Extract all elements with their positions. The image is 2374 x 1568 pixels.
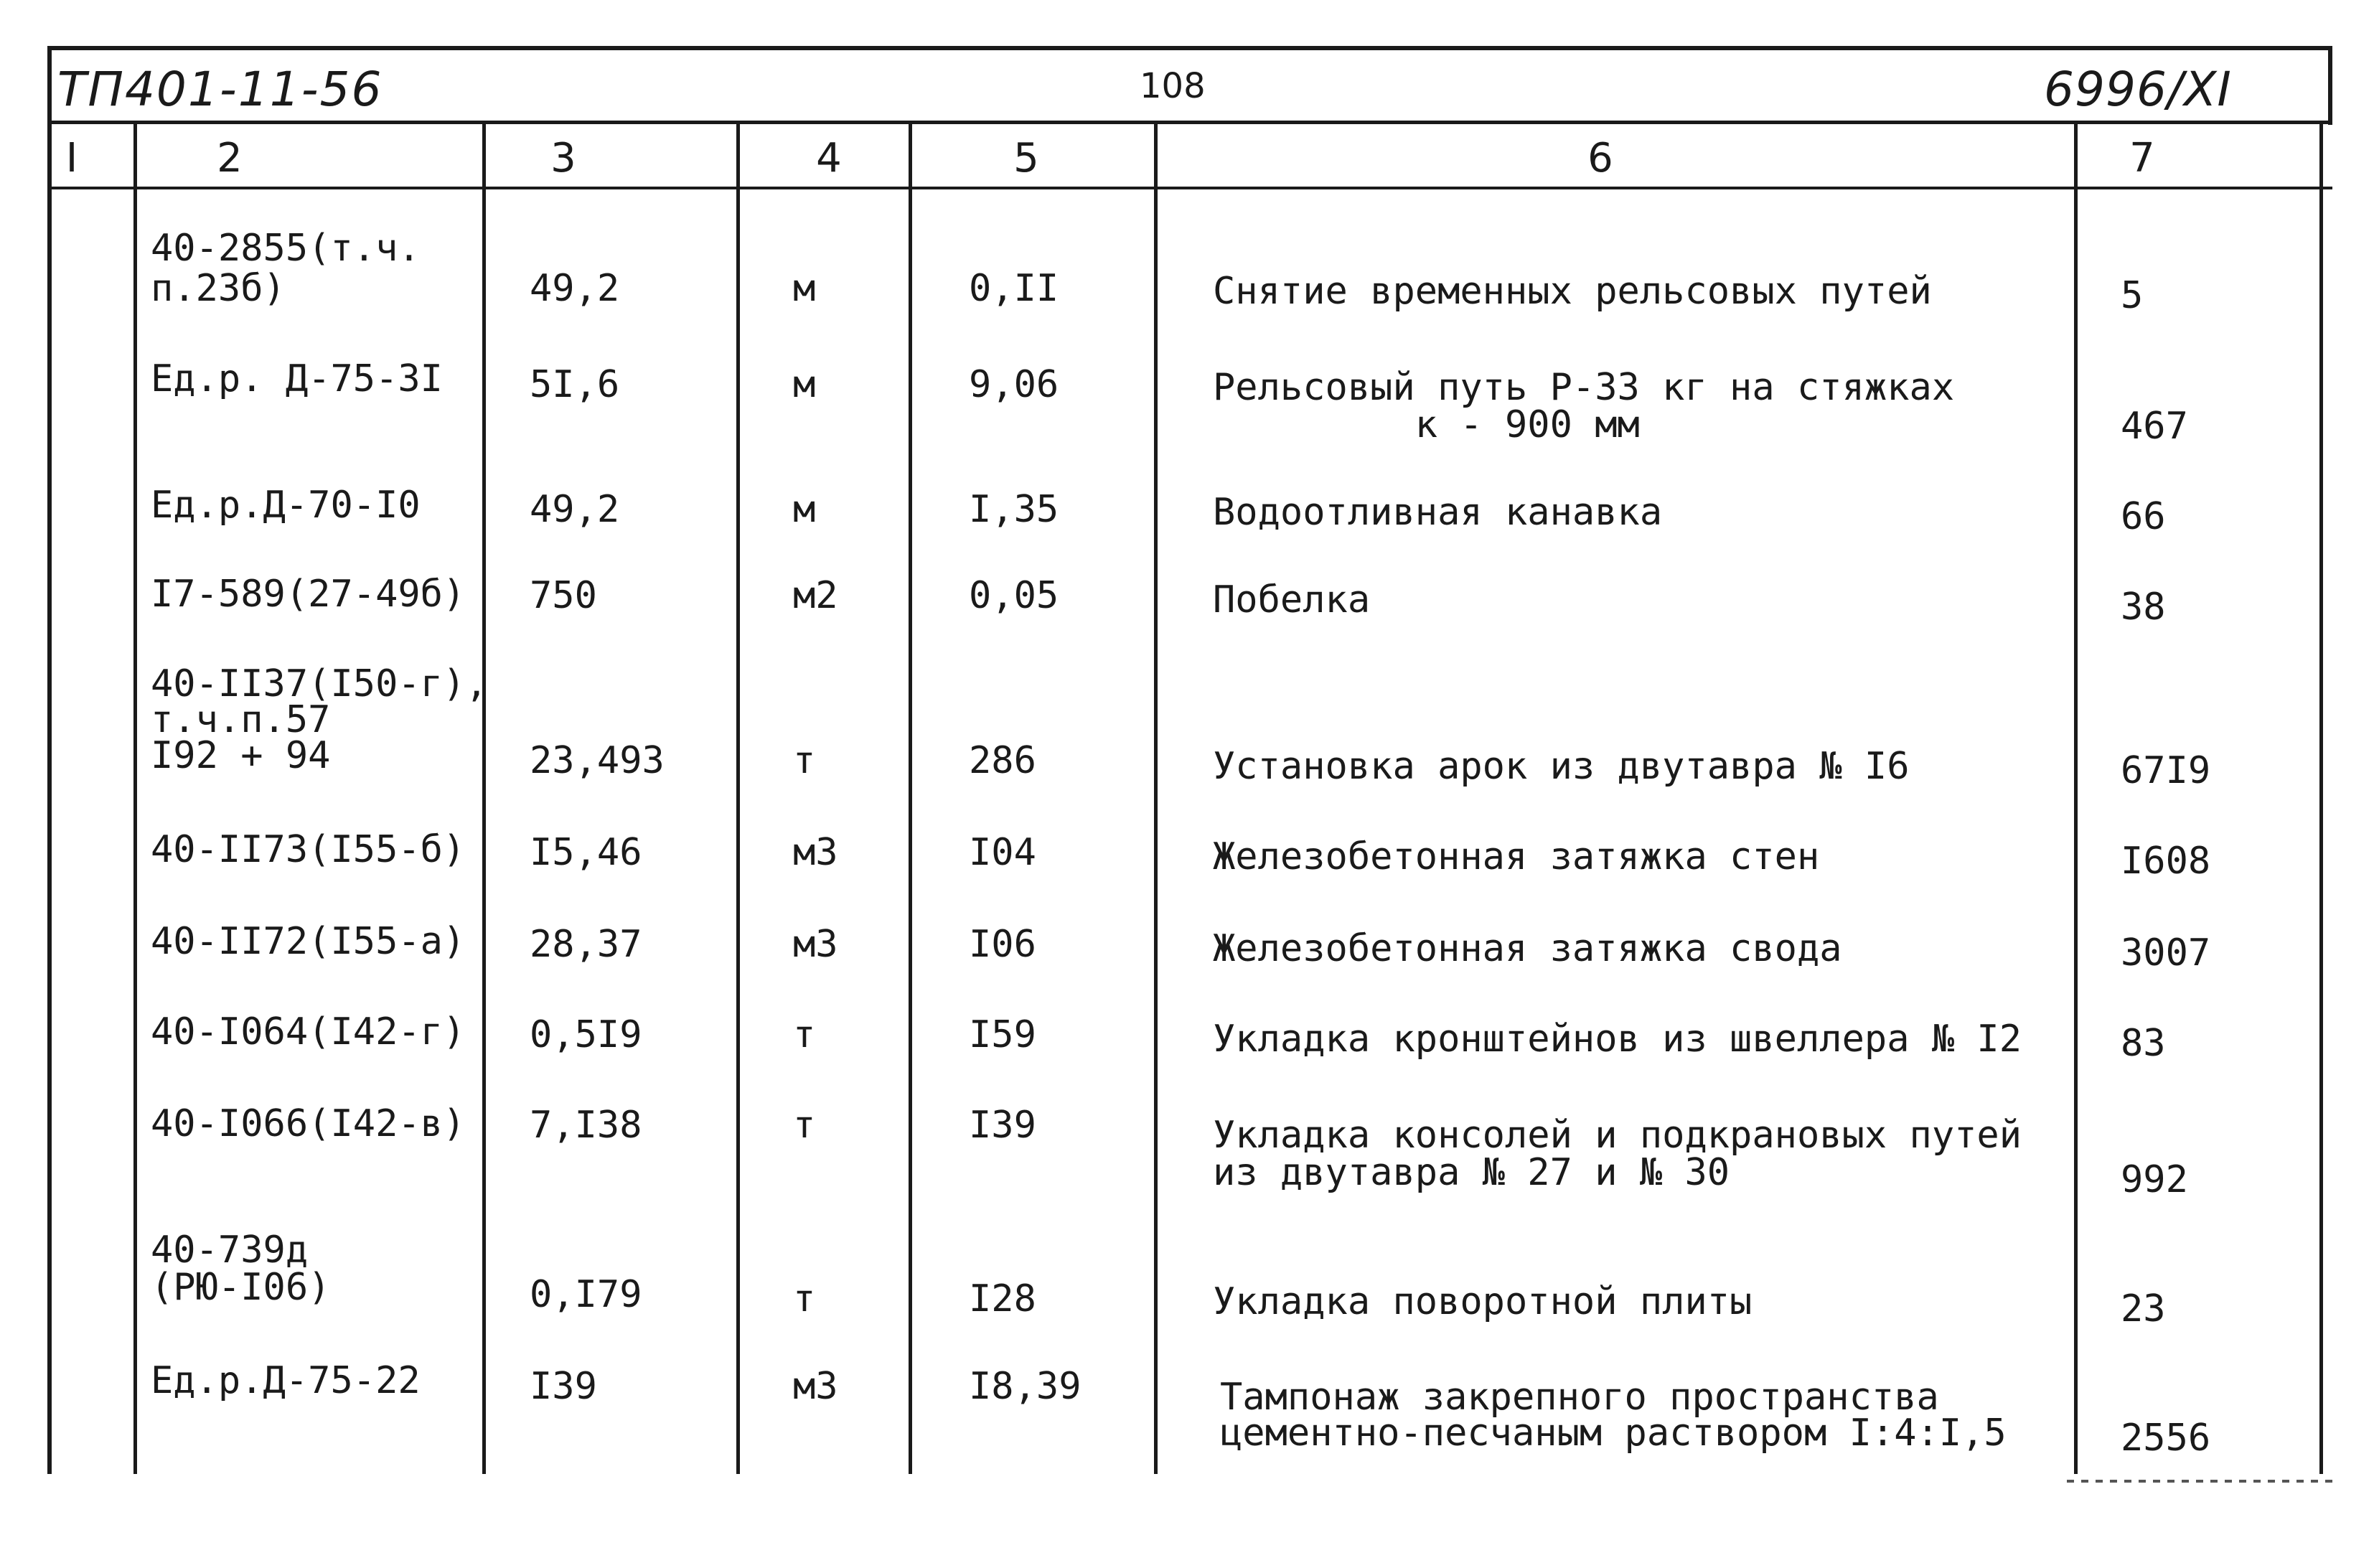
column-number-1: I <box>65 135 78 182</box>
row-8-price: I59 <box>969 1013 1036 1056</box>
row-3-desc: Водоотливная канавка <box>1213 491 1663 534</box>
row-5-price: 286 <box>969 739 1036 782</box>
column-divider-3 <box>736 121 740 1474</box>
column-divider-5 <box>1154 121 1158 1474</box>
row-10-unit: т <box>793 1277 816 1320</box>
document-code: ТП401-11-56 <box>57 62 383 117</box>
row-1-unit: м <box>793 267 816 310</box>
row-1-price: 0,II <box>969 267 1059 310</box>
row-9-code: 40-I066(I42-в) <box>151 1102 466 1145</box>
row-5-code: 40-II37(I50-г), т.ч.п.57 I92 + 94 <box>151 662 488 777</box>
row-2-price: 9,06 <box>969 363 1059 406</box>
frame-right-border <box>2328 46 2332 125</box>
row-1-qty: 49,2 <box>530 267 620 310</box>
row-7-unit: м3 <box>793 923 838 966</box>
row-6-qty: I5,46 <box>530 831 642 874</box>
row-6-code: 40-II73(I55-б) <box>151 828 466 871</box>
row-5-total: 67I9 <box>2121 749 2211 792</box>
row-6-unit: м3 <box>793 831 838 874</box>
row-7-price: I06 <box>969 923 1036 966</box>
row-1-desc: Снятие временных рельсовых путей <box>1213 270 1932 313</box>
row-2-qty: 5I,6 <box>530 363 620 406</box>
row-10-qty: 0,I79 <box>530 1273 642 1316</box>
row-11-code: Ед.р.Д-75-22 <box>151 1359 421 1402</box>
row-4-desc: Побелка <box>1213 578 1371 621</box>
row-9-desc: Укладка консолей и подкрановых путей из двутавра № 27 и № 30 <box>1213 1114 2022 1194</box>
row-7-code: 40-II72(I55-а) <box>151 920 466 963</box>
row-8-total: 83 <box>2121 1022 2166 1065</box>
row-4-price: 0,05 <box>969 574 1059 617</box>
column-divider-1 <box>133 121 137 1474</box>
row-3-unit: м <box>793 488 816 531</box>
row-3-qty: 49,2 <box>530 488 620 531</box>
column-number-6: 6 <box>1587 135 1613 182</box>
row-3-total: 66 <box>2121 495 2166 538</box>
row-6-price: I04 <box>969 831 1036 874</box>
sheet-code: 6996/XI <box>2044 62 2232 117</box>
column-number-3: 3 <box>550 135 576 182</box>
header-separator <box>47 121 2332 124</box>
row-9-qty: 7,I38 <box>530 1104 642 1147</box>
row-10-desc: Укладка поворотной плиты <box>1213 1280 1753 1323</box>
row-8-unit: т <box>793 1013 816 1056</box>
row-8-code: 40-I064(I42-г) <box>151 1010 466 1053</box>
row-9-unit: т <box>793 1104 816 1147</box>
column-number-separator <box>47 187 2332 189</box>
row-8-desc: Укладка кронштейнов из швеллера № I2 <box>1213 1018 2022 1061</box>
row-9-total: 992 <box>2121 1158 2188 1201</box>
row-3-code: Ед.р.Д-70-I0 <box>151 484 421 527</box>
row-9-price: I39 <box>969 1104 1036 1147</box>
frame-left-border <box>47 46 52 1474</box>
row-2-code: Ед.р. Д-75-3I <box>151 357 443 400</box>
row-5-desc: Установка арок из двутавра № I6 <box>1213 745 1910 788</box>
row-11-price: I8,39 <box>969 1365 1082 1408</box>
row-1-total: 5 <box>2121 274 2144 317</box>
column-number-4: 4 <box>816 135 842 182</box>
row-11-qty: I39 <box>530 1365 597 1408</box>
bottom-dashed-line <box>2067 1480 2332 1483</box>
row-6-total: I608 <box>2121 840 2211 883</box>
row-5-qty: 23,493 <box>530 739 665 782</box>
row-4-unit: м2 <box>793 574 838 617</box>
row-10-total: 23 <box>2121 1287 2166 1330</box>
row-10-code: 40-739д (РЮ-I06) <box>151 1229 331 1309</box>
column-divider-7 <box>2319 121 2323 1474</box>
row-4-code: I7-589(27-49б) <box>151 573 466 616</box>
column-divider-4 <box>909 121 912 1474</box>
column-divider-2 <box>482 121 486 1474</box>
row-10-price: I28 <box>969 1277 1036 1320</box>
row-11-desc: Тампонаж закрепного пространства цементно-песчаным раствором I:4:I,5 <box>1220 1376 2007 1455</box>
column-number-7: 7 <box>2129 135 2155 182</box>
row-1-code: 40-2855(т.ч. п.23б) <box>151 227 421 310</box>
row-4-total: 38 <box>2121 586 2166 629</box>
row-6-desc: Железобетонная затяжка стен <box>1213 835 1820 878</box>
row-7-total: 3007 <box>2121 931 2211 975</box>
column-number-5: 5 <box>1013 135 1039 182</box>
row-2-unit: м <box>793 363 816 406</box>
row-8-qty: 0,5I9 <box>530 1013 642 1056</box>
row-7-desc: Железобетонная затяжка свода <box>1213 927 1842 970</box>
row-4-qty: 750 <box>530 574 597 617</box>
row-2-total: 467 <box>2121 405 2188 448</box>
row-5-unit: т <box>793 739 816 782</box>
row-3-price: I,35 <box>969 488 1059 531</box>
row-7-qty: 28,37 <box>530 923 642 966</box>
column-number-2: 2 <box>217 135 243 182</box>
row-11-unit: м3 <box>793 1365 838 1408</box>
page-number: 108 <box>1140 66 1206 106</box>
frame-top-border <box>47 46 2332 50</box>
row-11-total: 2556 <box>2121 1417 2211 1460</box>
column-divider-6 <box>2074 121 2078 1474</box>
row-2-desc: Рельсовый путь Р-33 кг на стяжках к - 900 мм <box>1213 366 1955 446</box>
